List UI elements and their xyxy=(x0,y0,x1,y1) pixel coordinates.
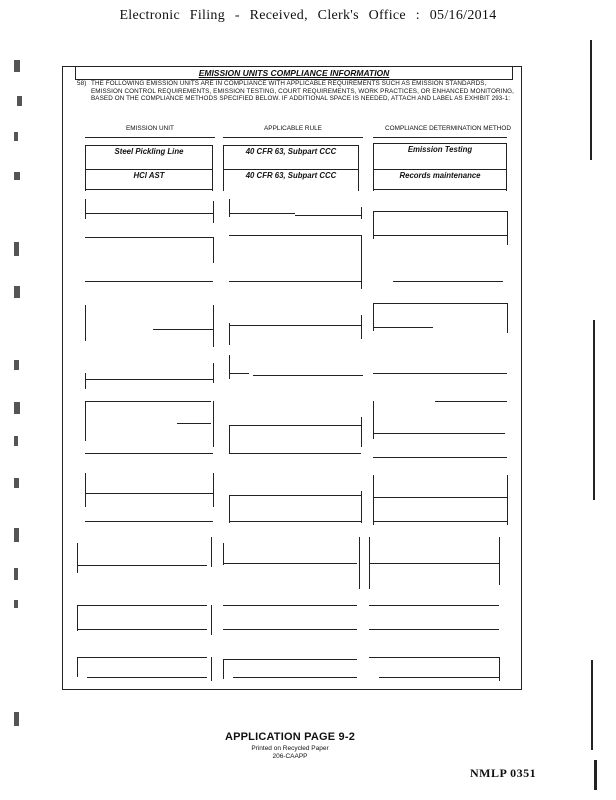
row-1-unit: Steel Pickling Line xyxy=(114,147,184,156)
column-rule-2 xyxy=(223,137,363,138)
row-1-unit-cell xyxy=(85,145,213,169)
instruction-text: THE FOLLOWING EMISSION UNITS ARE IN COMPLIANCE WITH APPLICABLE REQUIREMENTS SUCH AS EMISSION STANDARDS, EMISSION CONTROL REQUIREMENTS, EMISSION TESTING, COURT REQUIREMENTS, WORK PRACTICES, OR ENHANCED MONITORING, BASED ON THE COMPLIANCE METHODS SPECIFIED BELOW. IF ADDITIONAL SPACE IS NEEDED, ATTACH AND LABEL AS EXHIBIT 293-1: xyxy=(91,80,514,103)
filing-header: Electronic Filing - Received, Clerk's Office : 05/16/2014 xyxy=(119,8,497,23)
row-1-rule: 40 CFR 63, Subpart CCC xyxy=(245,147,337,156)
form-code: 206-CAAPP xyxy=(272,753,308,760)
column-rule-3 xyxy=(373,137,507,138)
bates-number: NMLP 0351 xyxy=(470,766,537,780)
scan-edge-marks-right xyxy=(586,20,600,790)
row-2-rule-cell xyxy=(223,169,359,191)
column-rule-1 xyxy=(85,137,215,138)
row-2-rule-bottom-1 xyxy=(85,189,213,190)
row-2-rule-bottom-3 xyxy=(373,189,507,190)
column-header-applicable-rule: APPLICABLE RULE xyxy=(264,125,322,132)
column-header-emission-unit: EMISSION UNIT xyxy=(126,125,174,132)
row-2-unit: HCl AST xyxy=(133,171,165,180)
recycled-paper-note: Printed on Recycled Paper xyxy=(251,745,329,752)
row-2-method: Records maintenance xyxy=(399,171,481,180)
compliance-form xyxy=(62,66,522,690)
row-1-method: Emission Testing xyxy=(407,145,473,154)
scan-edge-marks-left xyxy=(14,60,44,740)
form-instructions xyxy=(77,80,517,103)
form-title: EMISSION UNITS COMPLIANCE INFORMATION xyxy=(75,67,513,80)
row-1-rule-cell xyxy=(223,145,359,169)
row-2-method-cell xyxy=(373,169,507,191)
row-2-rule: 40 CFR 63, Subpart CCC xyxy=(245,171,337,180)
item-number: 58) xyxy=(77,80,87,87)
row-2-unit-cell xyxy=(85,169,213,191)
application-page-label: APPLICATION PAGE 9-2 xyxy=(224,731,356,743)
column-header-compliance-method: COMPLIANCE DETERMINATION METHOD xyxy=(385,125,511,132)
row-1-method-cell xyxy=(373,143,507,169)
